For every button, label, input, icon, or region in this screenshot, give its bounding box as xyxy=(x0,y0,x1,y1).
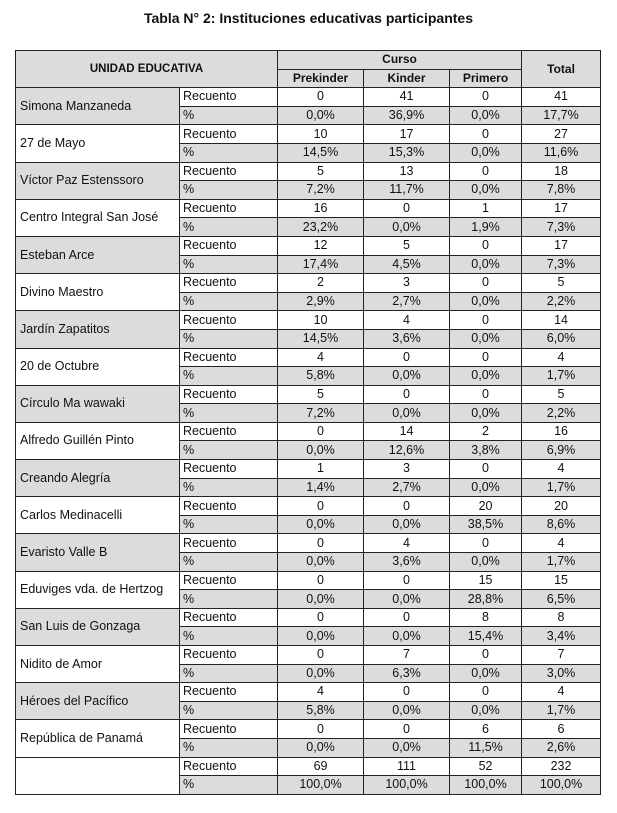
percent-cell: 0,0% xyxy=(278,515,364,534)
recuento-cell: 0 xyxy=(364,199,450,218)
institution-name: Centro Integral San José xyxy=(16,199,180,236)
percent-cell: 14,5% xyxy=(278,143,364,162)
recuento-cell: 6 xyxy=(450,720,522,739)
percent-label: % xyxy=(180,404,278,423)
recuento-cell: 0 xyxy=(450,534,522,553)
percent-cell: 36,9% xyxy=(364,106,450,125)
percent-label: % xyxy=(180,701,278,720)
percent-label: % xyxy=(180,181,278,200)
recuento-cell: 0 xyxy=(278,497,364,516)
recuento-label: Recuento xyxy=(180,348,278,367)
recuento-cell: 0 xyxy=(364,385,450,404)
institution-name: Nidito de Amor xyxy=(16,646,180,683)
recuento-cell: 10 xyxy=(278,125,364,144)
header-prekinder: Prekinder xyxy=(278,69,364,88)
percent-label: % xyxy=(180,367,278,386)
recuento-cell: 52 xyxy=(450,757,522,776)
percent-label: % xyxy=(180,627,278,646)
percent-cell: 0,0% xyxy=(364,701,450,720)
recuento-label: Recuento xyxy=(180,460,278,479)
percent-label: % xyxy=(180,292,278,311)
table-row-recuento xyxy=(16,460,601,479)
recuento-cell: 20 xyxy=(450,497,522,516)
table-title: Tabla N° 2: Instituciones educativas participantes xyxy=(144,10,473,26)
percent-total-cell: 2,2% xyxy=(522,292,601,311)
institution-name: Esteban Arce xyxy=(16,236,180,273)
institution-name: 27 de Mayo xyxy=(16,125,180,162)
table-row-recuento xyxy=(16,199,601,218)
header-total: Total xyxy=(522,51,601,88)
recuento-cell: 0 xyxy=(450,236,522,255)
recuento-label: Recuento xyxy=(180,757,278,776)
percent-label: % xyxy=(180,553,278,572)
percent-cell: 6,3% xyxy=(364,664,450,683)
recuento-total-cell: 4 xyxy=(522,460,601,479)
institution-name: 20 de Octubre xyxy=(16,348,180,385)
recuento-total-cell: 7 xyxy=(522,646,601,665)
table-row-recuento xyxy=(16,88,601,107)
table-row-recuento xyxy=(16,311,601,330)
recuento-cell: 4 xyxy=(364,534,450,553)
recuento-label: Recuento xyxy=(180,125,278,144)
recuento-total-cell: 6 xyxy=(522,720,601,739)
percent-total-cell: 6,9% xyxy=(522,441,601,460)
percent-cell: 0,0% xyxy=(364,515,450,534)
recuento-cell: 5 xyxy=(278,162,364,181)
recuento-cell: 0 xyxy=(278,720,364,739)
percent-total-cell: 17,7% xyxy=(522,106,601,125)
recuento-cell: 8 xyxy=(450,608,522,627)
recuento-total-cell: 4 xyxy=(522,534,601,553)
percent-cell: 0,0% xyxy=(450,404,522,423)
institution-name: Carlos Medinacelli xyxy=(16,497,180,534)
recuento-total-cell: 8 xyxy=(522,608,601,627)
institution-name: Víctor Paz Estenssoro xyxy=(16,162,180,199)
recuento-cell: 4 xyxy=(278,348,364,367)
recuento-cell: 0 xyxy=(278,571,364,590)
recuento-total-cell: 20 xyxy=(522,497,601,516)
recuento-cell: 0 xyxy=(278,608,364,627)
percent-cell: 0,0% xyxy=(450,701,522,720)
percent-total-cell: 7,3% xyxy=(522,255,601,274)
recuento-cell: 12 xyxy=(278,236,364,255)
percent-cell: 3,8% xyxy=(450,441,522,460)
header-kinder: Kinder xyxy=(364,69,450,88)
table-row-recuento xyxy=(16,274,601,293)
table-row-recuento xyxy=(16,348,601,367)
percent-total-cell: 1,7% xyxy=(522,701,601,720)
percent-total-cell: 6,5% xyxy=(522,590,601,609)
recuento-cell: 0 xyxy=(278,646,364,665)
table-row-recuento xyxy=(16,125,601,144)
percent-cell: 28,8% xyxy=(450,590,522,609)
percent-cell: 0,0% xyxy=(450,255,522,274)
institution-name: Héroes del Pacífico xyxy=(16,683,180,720)
institution-name: Círculo Ma wawaki xyxy=(16,385,180,422)
percent-total-cell: 1,7% xyxy=(522,478,601,497)
percent-cell: 0,0% xyxy=(278,590,364,609)
recuento-total-cell: 5 xyxy=(522,385,601,404)
percent-cell: 11,7% xyxy=(364,181,450,200)
percent-total-cell: 7,3% xyxy=(522,218,601,237)
percent-label: % xyxy=(180,218,278,237)
percent-cell: 0,0% xyxy=(450,106,522,125)
institution-name: Evaristo Valle B xyxy=(16,534,180,571)
recuento-label: Recuento xyxy=(180,534,278,553)
recuento-cell: 1 xyxy=(278,460,364,479)
percent-label: % xyxy=(180,664,278,683)
percent-cell: 0,0% xyxy=(450,664,522,683)
recuento-cell: 0 xyxy=(364,608,450,627)
recuento-cell: 7 xyxy=(364,646,450,665)
percent-cell: 7,2% xyxy=(278,181,364,200)
recuento-cell: 69 xyxy=(278,757,364,776)
percent-total-cell: 3,0% xyxy=(522,664,601,683)
recuento-cell: 4 xyxy=(278,683,364,702)
recuento-total-cell: 17 xyxy=(522,199,601,218)
table-row-recuento xyxy=(16,646,601,665)
recuento-cell: 41 xyxy=(364,88,450,107)
recuento-cell: 2 xyxy=(278,274,364,293)
recuento-cell: 0 xyxy=(278,534,364,553)
institution-name: República de Panamá xyxy=(16,720,180,757)
institution-name xyxy=(16,757,180,794)
recuento-cell: 3 xyxy=(364,460,450,479)
percent-cell: 100,0% xyxy=(450,776,522,795)
percent-total-cell: 1,7% xyxy=(522,367,601,386)
recuento-cell: 16 xyxy=(278,199,364,218)
recuento-total-cell: 27 xyxy=(522,125,601,144)
percent-cell: 15,3% xyxy=(364,143,450,162)
percent-cell: 1,4% xyxy=(278,478,364,497)
percent-cell: 1,9% xyxy=(450,218,522,237)
recuento-label: Recuento xyxy=(180,88,278,107)
institution-name: Divino Maestro xyxy=(16,274,180,311)
percent-total-cell: 8,6% xyxy=(522,515,601,534)
recuento-cell: 0 xyxy=(450,348,522,367)
table-row-recuento xyxy=(16,497,601,516)
recuento-label: Recuento xyxy=(180,236,278,255)
header-unidad: UNIDAD EDUCATIVA xyxy=(16,51,278,88)
percent-cell: 0,0% xyxy=(364,404,450,423)
recuento-cell: 15 xyxy=(450,571,522,590)
percent-total-cell: 3,4% xyxy=(522,627,601,646)
recuento-cell: 0 xyxy=(450,125,522,144)
percent-cell: 100,0% xyxy=(364,776,450,795)
percent-cell: 100,0% xyxy=(278,776,364,795)
recuento-cell: 5 xyxy=(364,236,450,255)
recuento-cell: 0 xyxy=(450,162,522,181)
percent-total-cell: 100,0% xyxy=(522,776,601,795)
percent-label: % xyxy=(180,478,278,497)
recuento-cell: 3 xyxy=(364,274,450,293)
percent-cell: 0,0% xyxy=(450,478,522,497)
percent-label: % xyxy=(180,143,278,162)
percent-cell: 11,5% xyxy=(450,738,522,757)
institution-name: Eduviges vda. de Hertzog xyxy=(16,571,180,608)
percent-cell: 0,0% xyxy=(450,181,522,200)
percent-cell: 15,4% xyxy=(450,627,522,646)
header-row-1 xyxy=(16,51,601,70)
recuento-cell: 0 xyxy=(278,88,364,107)
percent-cell: 12,6% xyxy=(364,441,450,460)
percent-cell: 0,0% xyxy=(450,553,522,572)
recuento-label: Recuento xyxy=(180,720,278,739)
header-primero: Primero xyxy=(450,69,522,88)
recuento-cell: 5 xyxy=(278,385,364,404)
table-row-recuento xyxy=(16,385,601,404)
recuento-label: Recuento xyxy=(180,199,278,218)
recuento-label: Recuento xyxy=(180,683,278,702)
table-row-recuento xyxy=(16,571,601,590)
percent-cell: 0,0% xyxy=(364,590,450,609)
table-row-recuento xyxy=(16,236,601,255)
percent-label: % xyxy=(180,329,278,348)
recuento-cell: 0 xyxy=(450,460,522,479)
recuento-cell: 111 xyxy=(364,757,450,776)
recuento-cell: 0 xyxy=(364,348,450,367)
percent-cell: 0,0% xyxy=(450,292,522,311)
percent-cell: 0,0% xyxy=(278,738,364,757)
percent-cell: 0,0% xyxy=(278,553,364,572)
recuento-cell: 0 xyxy=(450,311,522,330)
recuento-total-cell: 41 xyxy=(522,88,601,107)
recuento-cell: 0 xyxy=(364,683,450,702)
recuento-label: Recuento xyxy=(180,646,278,665)
recuento-total-cell: 17 xyxy=(522,236,601,255)
recuento-cell: 2 xyxy=(450,422,522,441)
table-row-recuento xyxy=(16,683,601,702)
recuento-label: Recuento xyxy=(180,162,278,181)
percent-cell: 0,0% xyxy=(450,367,522,386)
table-row-recuento xyxy=(16,162,601,181)
recuento-cell: 0 xyxy=(450,88,522,107)
percent-cell: 0,0% xyxy=(364,218,450,237)
recuento-cell: 0 xyxy=(364,571,450,590)
institution-name: Jardín Zapatitos xyxy=(16,311,180,348)
recuento-cell: 0 xyxy=(364,497,450,516)
recuento-label: Recuento xyxy=(180,571,278,590)
institution-name: Alfredo Guillén Pinto xyxy=(16,422,180,459)
percent-label: % xyxy=(180,776,278,795)
recuento-total-cell: 4 xyxy=(522,683,601,702)
percent-cell: 0,0% xyxy=(278,664,364,683)
recuento-cell: 0 xyxy=(278,422,364,441)
recuento-cell: 0 xyxy=(450,646,522,665)
percent-cell: 5,8% xyxy=(278,367,364,386)
percent-cell: 3,6% xyxy=(364,553,450,572)
percent-cell: 14,5% xyxy=(278,329,364,348)
percent-total-cell: 11,6% xyxy=(522,143,601,162)
recuento-label: Recuento xyxy=(180,422,278,441)
table-row-recuento xyxy=(16,422,601,441)
table-row-recuento xyxy=(16,534,601,553)
percent-total-cell: 2,2% xyxy=(522,404,601,423)
recuento-label: Recuento xyxy=(180,608,278,627)
percent-cell: 4,5% xyxy=(364,255,450,274)
percent-label: % xyxy=(180,255,278,274)
recuento-total-cell: 18 xyxy=(522,162,601,181)
percent-cell: 38,5% xyxy=(450,515,522,534)
percent-cell: 2,7% xyxy=(364,478,450,497)
percent-total-cell: 1,7% xyxy=(522,553,601,572)
percent-label: % xyxy=(180,441,278,460)
percent-cell: 2,9% xyxy=(278,292,364,311)
recuento-cell: 1 xyxy=(450,199,522,218)
header-curso: Curso xyxy=(278,51,522,70)
recuento-total-cell: 5 xyxy=(522,274,601,293)
percent-cell: 0,0% xyxy=(450,143,522,162)
recuento-total-cell: 4 xyxy=(522,348,601,367)
percent-cell: 5,8% xyxy=(278,701,364,720)
recuento-cell: 17 xyxy=(364,125,450,144)
recuento-cell: 0 xyxy=(450,274,522,293)
percent-total-cell: 2,6% xyxy=(522,738,601,757)
percent-cell: 0,0% xyxy=(364,627,450,646)
percent-label: % xyxy=(180,590,278,609)
recuento-cell: 0 xyxy=(450,683,522,702)
percent-cell: 3,6% xyxy=(364,329,450,348)
table-row-recuento xyxy=(16,757,601,776)
institution-name: Simona Manzaneda xyxy=(16,88,180,125)
percent-cell: 0,0% xyxy=(278,441,364,460)
recuento-label: Recuento xyxy=(180,385,278,404)
institutions-table xyxy=(15,50,601,795)
percent-cell: 23,2% xyxy=(278,218,364,237)
recuento-cell: 0 xyxy=(450,385,522,404)
recuento-label: Recuento xyxy=(180,274,278,293)
institution-name: Creando Alegría xyxy=(16,460,180,497)
institution-name: San Luis de Gonzaga xyxy=(16,608,180,645)
percent-cell: 0,0% xyxy=(278,627,364,646)
percent-cell: 0,0% xyxy=(450,329,522,348)
recuento-cell: 4 xyxy=(364,311,450,330)
recuento-total-cell: 16 xyxy=(522,422,601,441)
recuento-total-cell: 15 xyxy=(522,571,601,590)
percent-total-cell: 7,8% xyxy=(522,181,601,200)
percent-cell: 0,0% xyxy=(278,106,364,125)
percent-cell: 7,2% xyxy=(278,404,364,423)
recuento-label: Recuento xyxy=(180,311,278,330)
table-row-recuento xyxy=(16,720,601,739)
recuento-label: Recuento xyxy=(180,497,278,516)
percent-cell: 0,0% xyxy=(364,738,450,757)
percent-cell: 17,4% xyxy=(278,255,364,274)
percent-cell: 2,7% xyxy=(364,292,450,311)
recuento-cell: 14 xyxy=(364,422,450,441)
percent-label: % xyxy=(180,738,278,757)
recuento-cell: 13 xyxy=(364,162,450,181)
percent-label: % xyxy=(180,515,278,534)
recuento-total-cell: 232 xyxy=(522,757,601,776)
recuento-total-cell: 14 xyxy=(522,311,601,330)
percent-cell: 0,0% xyxy=(364,367,450,386)
percent-label: % xyxy=(180,106,278,125)
recuento-cell: 10 xyxy=(278,311,364,330)
table-row-recuento xyxy=(16,608,601,627)
percent-total-cell: 6,0% xyxy=(522,329,601,348)
recuento-cell: 0 xyxy=(364,720,450,739)
